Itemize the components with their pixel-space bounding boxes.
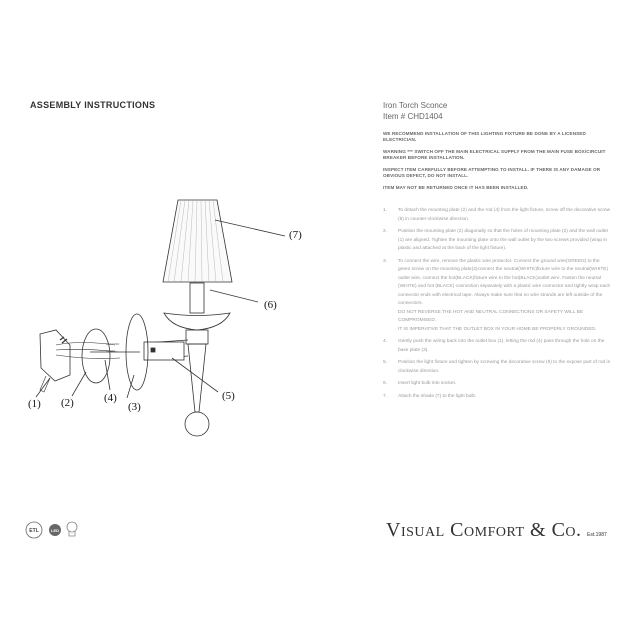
product-item-number: Item # CHD1404 [383,112,443,121]
step-warning: DO NOT REVERSE THE HOT AND NEUTRAL CONNECTIONS OR SAFETY WILL BE COMPROMISED. [398,309,584,323]
svg-text:WHITE: WHITE [106,349,116,353]
step-item: 4. Gently push the wiring back into the outlet box (1), letting the rod (4) pass through the hole on the base plate (3). [383,339,605,353]
svg-text:LED: LED [51,528,59,533]
step-item: 6. Insert light bulb into socket. [383,381,457,386]
step-item: 7. Attach the shade (7) to the light bulb. [383,393,477,399]
step-item: 5. Position the light fixture and tighten by screwing the decorative screw (5) to the expose part of rod in clockwise direction. [383,360,611,374]
callout-2: (2) [61,397,74,409]
warning-switch-off: WARNING *** SWITCH OFF THE MAIN ELECTRICAL SUPPLY FROM THE MAIN FUSE BOX/CIRCUIT BREAKER BEFORE INSTALLATION. [383,149,606,160]
callout-4: (4) [104,392,117,404]
warning-electrician: WE RECOMMEND INSTALLATION OF THIS LIGHTING FIXTURE BE DONE BY A LICENSED ELECTRICIAN. [383,131,586,142]
assembly-heading: ASSEMBLY INSTRUCTIONS [30,100,156,110]
callout-3: (3) [128,401,141,413]
step-item: 3. To connect the wire, remove the plastic wire protector. Connect the ground wire(GREEN) to the green screw on the mounting plate(2)connect the neutral(WHITE)fixture wire to the neutral(WHITE) outlet wire, connect the hot(BLACK)fixture wire to the hot(BLACK)outlet wire. Fasten the neutral (WHITE) and hot (BLACK) connection separately with a plastic wire connector and tightly wrap each connector ends with electrical tape. Always make sure that no wire strands are left outside of the connectors. DO NOT REVERSE THE HOT AND NEUTRAL CONNECTIONS OR SAFETY WILL BE COMPROMISED. IT IS IMPERATIVE THAT THE OUTLET BOX IN YOUR HOME BE PROPERLY GROUNDED. [383,258,611,335]
brand-established: Est.1987 [587,532,607,538]
callout-5: (5) [222,390,235,402]
callout-7: (7) [289,229,302,241]
led-badge-icon [49,524,61,536]
brand-logo: Visual Comfort & Co. Est.1987 [386,519,607,541]
callout-1: (1) [28,398,41,410]
light-bulb-icon [67,522,77,536]
svg-text:ETL: ETL [29,528,39,534]
warning-inspect: INSPECT ITEM CAREFULLY BEFORE ATTEMPTING TO INSTALL. IF THERE IS ANY DAMAGE OR OBVIOUS DEFECT, DO NOT INSTALL. [383,167,601,178]
product-name: Iron Torch Sconce [383,101,448,110]
etl-listed-icon [26,522,42,538]
callout-6: (6) [264,299,277,311]
warning-no-return: ITEM MAY NOT BE RETURNED ONCE IT HAS BEEN INSTALLED. [383,185,529,190]
step-warning: IT IS IMPERATIVE THAT THE OUTLET BOX IN YOUR HOME BE PROPERLY GROUNDED. [398,326,597,332]
step-item: 2. Position the mounting plate (2) diagonally so that the holes of mounting plate (2) and the wall outlet (1) are aligned. Tighten the mounting plate onto the wall outlet by the two screws provided (wrap in plastic and attached at the back of the light fixture). [383,229,608,251]
svg-text:GROUND: GROUND [106,342,120,346]
step-item: 1. To detach the mounting plate (2) and the rod (4) from the light fixture, screw off the decorative screw (5) in counter-clockwise direction. [383,208,611,222]
